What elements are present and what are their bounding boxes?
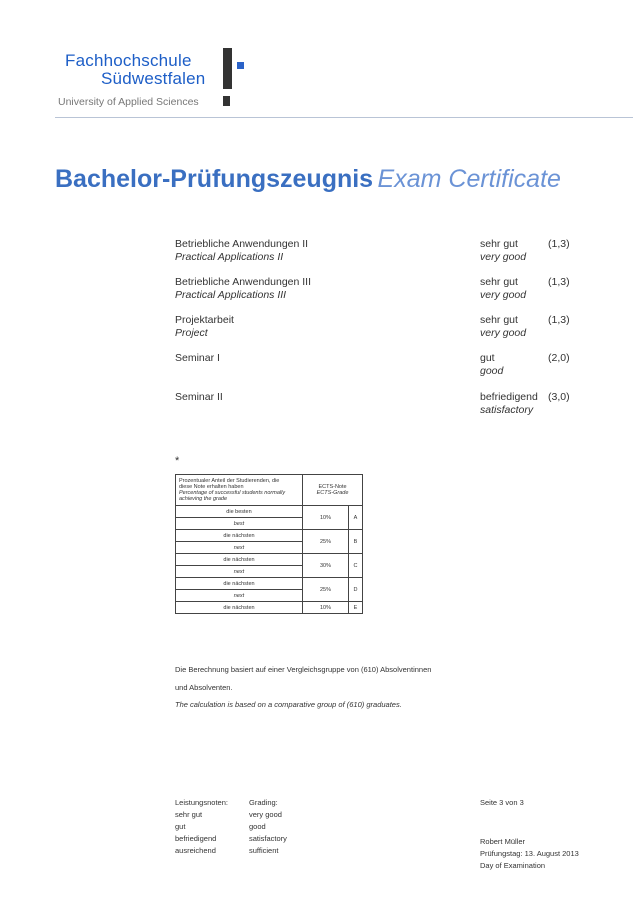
- row-label-de: die nächsten: [176, 578, 303, 590]
- table-row: [176, 506, 363, 518]
- grade-de: sehr gut: [480, 276, 518, 288]
- grade-number: (3,0): [548, 391, 570, 403]
- row-label-de: die nächsten: [176, 554, 303, 566]
- course-name-de: Projektarbeit: [175, 314, 234, 326]
- row-percent: 25%: [303, 578, 349, 602]
- grade-de: befriedigend: [480, 391, 538, 403]
- row-percent: 25%: [303, 530, 349, 554]
- table-row: [176, 602, 363, 614]
- course-grade: [480, 276, 526, 302]
- title-german: Bachelor-Prüfungszeugnis: [55, 165, 374, 193]
- grade-en: very good: [480, 289, 527, 301]
- course-grade: [480, 238, 526, 264]
- row-grade: A: [349, 506, 363, 530]
- ects-header-row: [176, 475, 363, 506]
- row-grade: E: [349, 602, 363, 614]
- row-label-en: next: [176, 542, 303, 554]
- row-label-en: next: [176, 590, 303, 602]
- course-name-en: Practical Applications III: [175, 289, 287, 301]
- header-text: ECTS-Grade: [316, 490, 349, 496]
- header-rule: [55, 117, 633, 118]
- course-grade: [480, 352, 503, 378]
- grade-de: sehr gut: [480, 314, 518, 326]
- table-row: [176, 578, 363, 590]
- grade-en: good: [480, 365, 504, 377]
- course-row: [175, 314, 234, 340]
- exam-date-label: Day of Examination: [480, 861, 546, 870]
- ects-header-right: [303, 475, 363, 506]
- header-text: diese Note erhalten haben: [179, 484, 244, 490]
- grading-item: good: [249, 822, 266, 831]
- grading-title-en: Grading:: [249, 798, 278, 807]
- exam-date: Prüfungstag: 13. August 2013: [480, 849, 579, 858]
- logo-line-3: University of Applied Sciences: [58, 96, 199, 108]
- logo-bar-icon: [223, 48, 232, 89]
- row-percent: 30%: [303, 554, 349, 578]
- grade-number: (1,3): [548, 238, 570, 250]
- grading-item: befriedigend: [175, 834, 217, 843]
- student-name: Robert Müller: [480, 837, 526, 846]
- course-grade: [480, 391, 538, 417]
- logo-line-2: Südwestfalen: [101, 69, 206, 88]
- calc-note-en: The calculation is based on a comparative group of (610) graduates.: [175, 700, 402, 709]
- page-number: Seite 3 von 3: [480, 798, 524, 807]
- course-name-de: Betriebliche Anwendungen III: [175, 276, 312, 288]
- course-name-en: Project: [175, 327, 208, 339]
- row-label-de: die besten: [176, 506, 303, 518]
- row-label-en: next: [176, 566, 303, 578]
- row-percent: 10%: [303, 506, 349, 530]
- header-text: Percentage of successful students normally: [179, 490, 286, 496]
- table-row: [176, 530, 363, 542]
- ects-table: [175, 474, 363, 614]
- grading-scale-de: [175, 797, 228, 857]
- row-grade: B: [349, 530, 363, 554]
- header-text: achieving the grade: [179, 496, 228, 502]
- page-title: [55, 165, 561, 194]
- header-text: ECTS-Note: [318, 484, 347, 490]
- logo-dot-icon: [223, 96, 230, 106]
- exam-info: [480, 836, 579, 872]
- row-label-de: die nächsten: [176, 530, 303, 542]
- footnote-star: *: [175, 455, 180, 467]
- course-row: [175, 391, 223, 404]
- grade-de: gut: [480, 352, 495, 364]
- grade-number: (1,3): [548, 276, 570, 288]
- course-name-de: Seminar II: [175, 391, 223, 403]
- grade-number: (2,0): [548, 352, 570, 364]
- header-text: Prozentualer Anteil der Studierenden, die: [179, 478, 280, 484]
- row-grade: C: [349, 554, 363, 578]
- grading-item: very good: [249, 810, 282, 819]
- course-row: [175, 352, 220, 365]
- table-row: [176, 554, 363, 566]
- grading-item: sufficient: [249, 846, 279, 855]
- title-english: Exam Certificate: [377, 165, 561, 193]
- logo-square-icon: [237, 62, 244, 69]
- grading-item: satisfactory: [249, 834, 287, 843]
- course-row: [175, 276, 311, 302]
- grading-item: gut: [175, 822, 186, 831]
- grading-item: ausreichend: [175, 846, 216, 855]
- row-label-en: best: [176, 518, 303, 530]
- course-row: [175, 238, 308, 264]
- course-grade: [480, 314, 526, 340]
- calc-note-de: Die Berechnung basiert auf einer Vergleichsgruppe von (610) Absolventinnen: [175, 665, 432, 674]
- grading-scale-en: [249, 797, 287, 857]
- grade-en: very good: [480, 327, 527, 339]
- grading-title-de: Leistungsnoten:: [175, 798, 228, 807]
- row-label-de: die nächsten: [176, 602, 303, 614]
- row-percent: 10%: [303, 602, 349, 614]
- grade-de: sehr gut: [480, 238, 518, 250]
- university-logo: [55, 48, 255, 118]
- course-name-en: Practical Applications II: [175, 251, 284, 263]
- grade-en: satisfactory: [480, 404, 534, 416]
- course-name-de: Seminar I: [175, 352, 220, 364]
- course-name-de: Betriebliche Anwendungen II: [175, 238, 309, 250]
- row-grade: D: [349, 578, 363, 602]
- logo-line-1: Fachhochschule: [65, 51, 192, 70]
- grade-number: (1,3): [548, 314, 570, 326]
- ects-header-left: [176, 475, 303, 506]
- grade-en: very good: [480, 251, 527, 263]
- calc-note-de-cont: und Absolventen.: [175, 683, 233, 692]
- grading-item: sehr gut: [175, 810, 203, 819]
